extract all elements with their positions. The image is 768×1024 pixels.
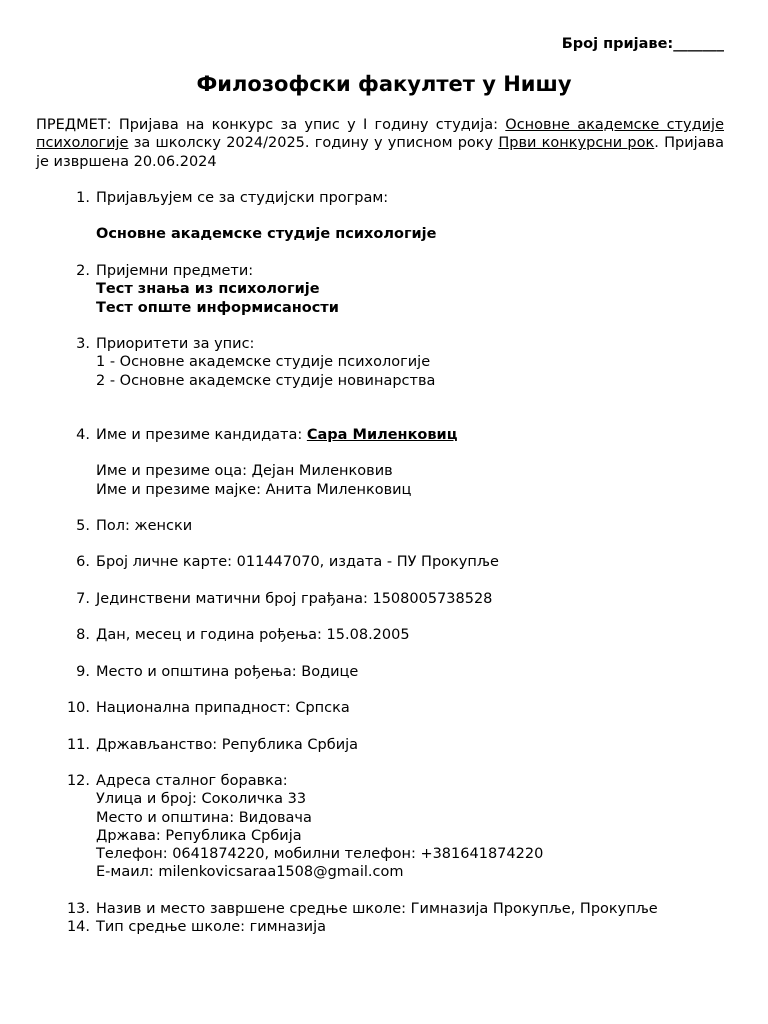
birth-place-field: Место и општина рођења: Водице xyxy=(96,664,359,680)
address-country: Држава: Република Србија xyxy=(96,827,302,844)
program-link[interactable]: Основне академске студије психологије xyxy=(36,117,724,152)
item-label: Адреса сталног боравка: xyxy=(96,773,288,789)
study-program-value: Основне академске студије психологије xyxy=(96,226,437,243)
item-number: 13. xyxy=(66,901,90,917)
priority-entry: 2 - Основне академске студије новинарства xyxy=(96,372,436,389)
subject-paragraph xyxy=(36,116,724,171)
father-name: Име и презиме оца: Дејан Миленковив xyxy=(96,463,393,480)
birth-date-field: Дан, месец и година рођења: 15.08.2005 xyxy=(96,627,410,643)
round-link[interactable]: Први конкурсни рок xyxy=(498,135,655,152)
address-street: Улица и број: Соколичка 33 xyxy=(96,791,307,808)
subject-suffix: . Пријава је извршена 20.06.2024 xyxy=(36,135,724,170)
document-title: Филозофски факултет у Нишу xyxy=(196,72,572,96)
exam-subject: Тест опште информисаности xyxy=(96,299,339,316)
candidate-name: Сара Миленковиц xyxy=(306,427,458,443)
item-number: 7. xyxy=(76,591,90,607)
nationality-field: Национална припадност: Српска xyxy=(96,700,350,716)
item-number: 3. xyxy=(76,336,90,352)
priority-entry: 1 - Основне академске студије психологије xyxy=(96,354,431,371)
item-number: 6. xyxy=(76,554,90,570)
phone-field: Телефон: 0641874220, мобилни телефон: +381641874220 xyxy=(96,846,544,863)
item-number: 12. xyxy=(66,773,90,789)
application-number-label: Број пријаве: xyxy=(561,36,674,52)
item-number: 1. xyxy=(76,190,90,206)
application-number xyxy=(562,35,724,53)
item-label: Име и презиме кандидата: xyxy=(96,427,307,443)
item-number: 5. xyxy=(76,518,90,534)
item-number: 8. xyxy=(76,627,90,643)
mother-name: Име и презиме мајке: Анита Миленковиц xyxy=(96,481,412,498)
gender-field: Пол: женски xyxy=(96,518,193,534)
application-number-blank: _______ xyxy=(673,36,724,52)
item-number: 10. xyxy=(66,700,90,716)
item-number: 11. xyxy=(66,737,90,753)
subject-middle: за школску 2024/2025. годину у уписном року xyxy=(128,135,499,152)
jmbg-field: Јединствени матични број грађана: 1508005738528 xyxy=(96,591,493,607)
item-number: 9. xyxy=(76,664,90,680)
item-number: 14. xyxy=(66,919,90,935)
citizenship-field: Држављанство: Република Србија xyxy=(96,737,359,753)
email-field: Е-маил: milenkovicsaraa1508@gmail.com xyxy=(96,864,404,881)
item-number: 2. xyxy=(76,263,90,279)
address-place: Место и општина: Видовача xyxy=(96,809,312,826)
subject-prefix: ПРЕДМЕТ: Пријава на конкурс за упис у I годину студија: xyxy=(36,117,506,133)
item-number: 4. xyxy=(76,427,90,443)
item-label: Пријављујем се за студијски програм: xyxy=(96,190,389,206)
high-school-field: Назив и место завршене средње школе: Гимназија Прокупље, Прокупље xyxy=(96,901,658,917)
school-type-field: Тип средње школе: гимназија xyxy=(96,919,327,935)
item-label: Пријемни предмети: xyxy=(96,263,254,279)
id-card-field: Број личне карте: 011447070, издата - ПУ Прокупље xyxy=(96,554,499,570)
exam-subject: Тест знања из психологије xyxy=(96,281,320,298)
item-label: Приоритети за упис: xyxy=(96,336,255,352)
